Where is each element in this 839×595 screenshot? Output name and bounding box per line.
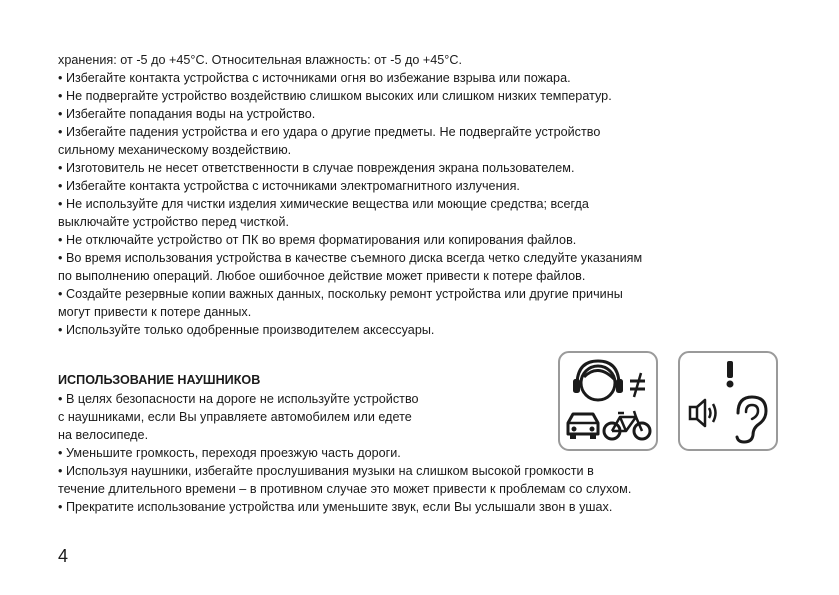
text-line: • Используйте только одобренные производителем аксессуары. <box>58 323 435 337</box>
text-line: • Не подвергайте устройство воздействию слишком высоких или слишком низких температур. <box>58 89 612 103</box>
section-heading: ИСПОЛЬЗОВАНИЕ НАУШНИКОВ <box>58 373 261 387</box>
text-line: по выполнению операций. Любое ошибочное действие может привести к потере файлов. <box>58 269 586 283</box>
headphones-not-while-driving-icon <box>558 351 658 451</box>
text-line: • Не используйте для чистки изделия химические вещества или моющие средства; всегда <box>58 197 589 211</box>
text-line: • Уменьшите громкость, переходя проезжую часть дороги. <box>58 446 401 460</box>
text-line: • Избегайте падения устройства и его удара о другие предметы. Не подвергайте устройство <box>58 125 601 139</box>
text-line: • В целях безопасности на дороге не используйте устройство <box>58 392 419 406</box>
text-line: с наушниками, если Вы управляете автомобилем или едете <box>58 410 412 424</box>
loud-volume-hearing-warning-icon <box>678 351 778 451</box>
text-line: • Избегайте попадания воды на устройство. <box>58 107 316 121</box>
text-line: хранения: от -5 до +45°С. Относительная влажность: от -5 до +45°С. <box>58 53 462 67</box>
page-number: 4 <box>58 546 69 566</box>
text-line: • Во время использования устройства в качестве съемного диска всегда четко следуйте указаниям <box>58 251 643 265</box>
text-line: на велосипеде. <box>58 428 149 442</box>
text-line: • Избегайте контакта устройства с источниками огня во избежание взрыва или пожара. <box>58 71 571 85</box>
text-line: течение длительного времени – в противном случае это может привести к проблемам со слухом. <box>58 482 632 496</box>
text-line: • Избегайте контакта устройства с источниками электромагнитного излучения. <box>58 179 520 193</box>
text-line: могут привести к потере данных. <box>58 305 252 319</box>
text-line: • Изготовитель не несет ответственности в случае повреждения экрана пользователем. <box>58 161 575 175</box>
text-line: выключайте устройство перед чисткой. <box>58 215 289 229</box>
text-line: • Используя наушники, избегайте прослушивания музыки на слишком высокой громкости в <box>58 464 594 478</box>
text-line: • Не отключайте устройство от ПК во время форматирования или копирования файлов. <box>58 233 577 247</box>
text-line: • Создайте резервные копии важных данных, поскольку ремонт устройства или другие причины <box>58 287 623 301</box>
text-line: • Прекратите использование устройства или уменьшите звук, если Вы услышали звон в ушах. <box>58 500 613 514</box>
text-line: сильному механическому воздействию. <box>58 143 292 157</box>
